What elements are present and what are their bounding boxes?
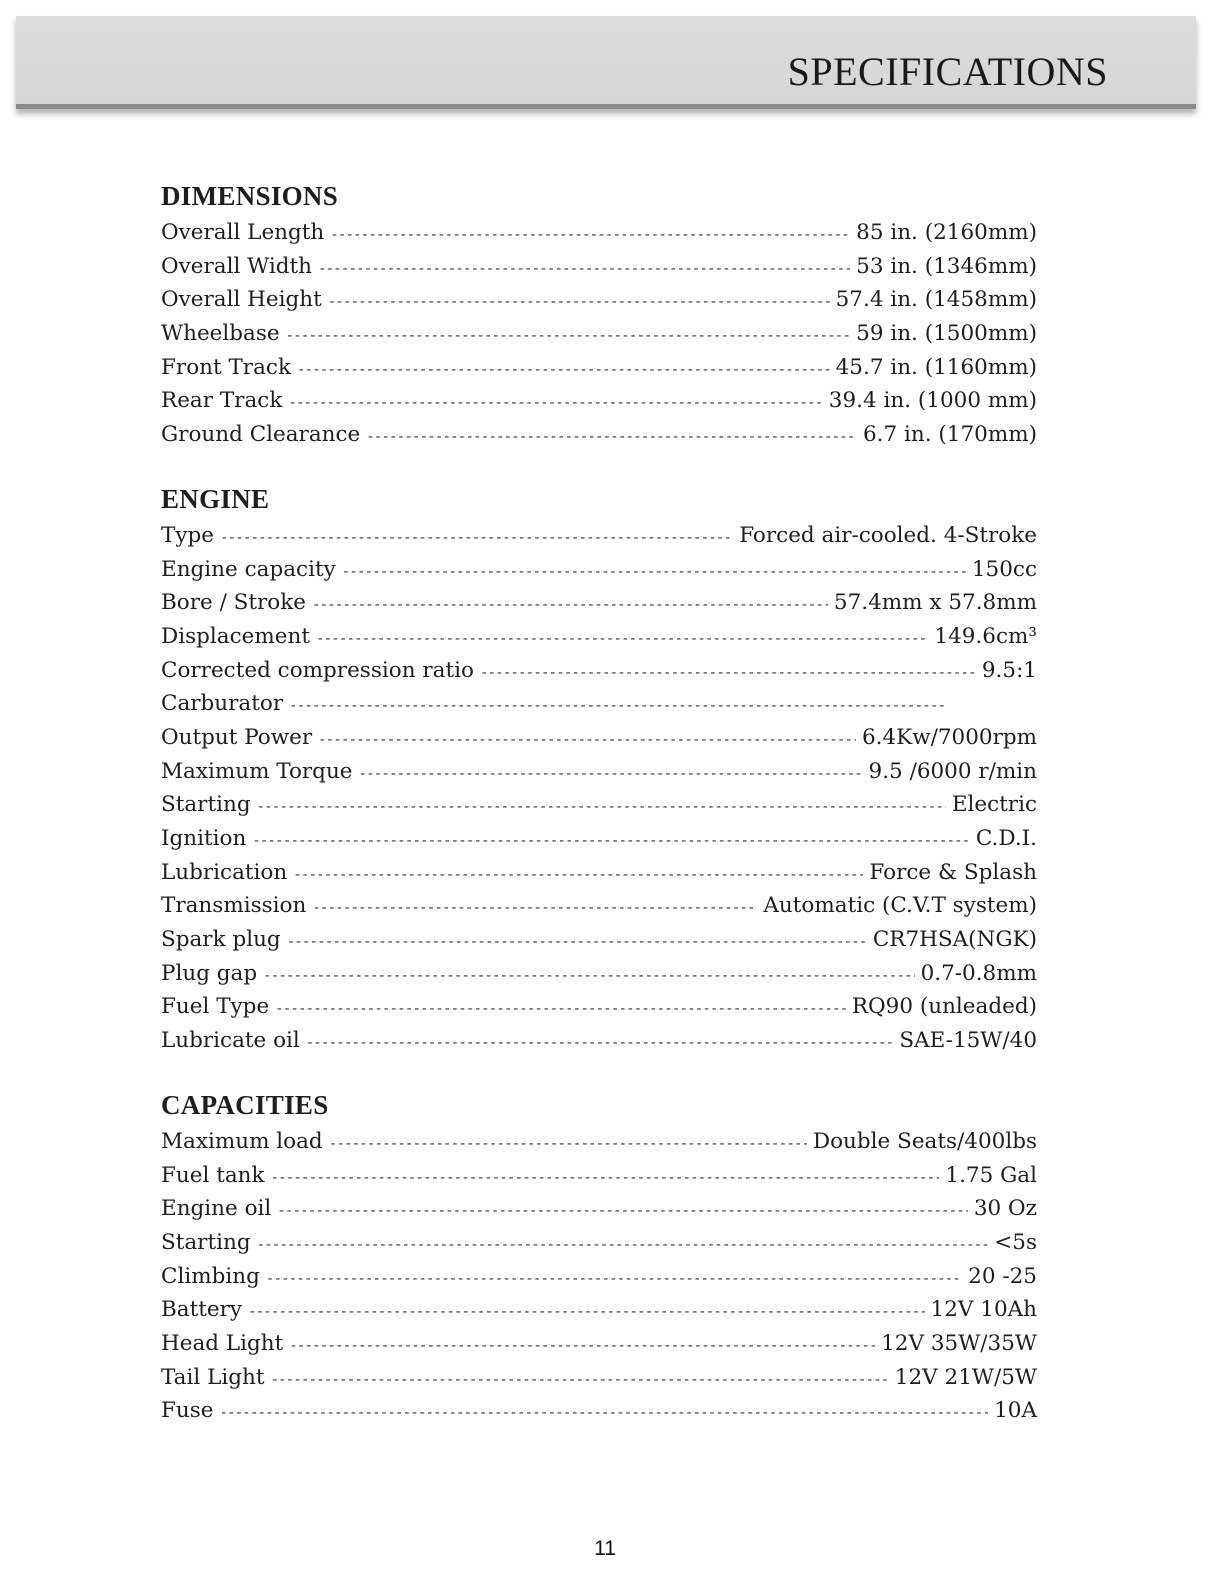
page-title: SPECIFICATIONS: [787, 49, 1108, 94]
spec-row: [161, 856, 1037, 890]
dotted-leader: [312, 892, 757, 926]
spec-row: [161, 553, 1037, 587]
spec-row: [161, 1293, 1037, 1327]
dotted-leader: [275, 993, 846, 1027]
dotted-leader: [318, 724, 856, 758]
dotted-leader: [220, 1397, 989, 1431]
spec-row: [161, 317, 1037, 351]
spec-label: Front Track: [161, 354, 291, 380]
dotted-leader: [328, 286, 830, 320]
spec-row: [161, 418, 1037, 452]
spec-label: Starting: [161, 1229, 251, 1255]
spec-value: 150cc: [971, 556, 1037, 582]
spec-row: [161, 250, 1037, 284]
spec-label: Fuel tank: [161, 1162, 265, 1188]
dotted-leader: [480, 657, 976, 691]
dotted-leader: [297, 354, 830, 388]
spec-row: [161, 586, 1037, 620]
dotted-leader: [366, 421, 857, 455]
dotted-leader: [288, 387, 822, 421]
spec-value: CR7HSA(NGK): [872, 927, 1037, 953]
section-dimensions: [161, 176, 1037, 452]
spec-row: [161, 1024, 1037, 1058]
spec-row: [161, 384, 1037, 418]
dotted-leader: [289, 1330, 875, 1364]
spec-row: [161, 721, 1037, 755]
spec-value: 9.5 /6000 r/min: [868, 758, 1037, 784]
spec-row: [161, 620, 1037, 654]
spec-value: 12V 10Ah: [930, 1297, 1037, 1323]
spec-row: [161, 755, 1037, 789]
dotted-leader: [252, 825, 970, 859]
spec-label: Overall Height: [161, 287, 322, 313]
spec-row: [161, 957, 1037, 991]
spec-label: Wheelbase: [161, 321, 280, 347]
spec-row: [161, 216, 1037, 250]
spec-value: RQ90 (unleaded): [851, 994, 1037, 1020]
spec-value: 53 in. (1346mm): [856, 253, 1037, 279]
dotted-leader: [220, 522, 733, 556]
spec-value: 10A: [994, 1398, 1037, 1424]
spec-row: [161, 788, 1037, 822]
spec-value: 45.7 in. (1160mm): [835, 354, 1037, 380]
spec-value: Force & Splash: [869, 859, 1037, 885]
section-title: ENGINE: [161, 483, 270, 514]
section-engine: [161, 479, 1037, 1058]
spec-value: 39.4 in. (1000 mm): [828, 388, 1037, 414]
spec-value: 59 in. (1500mm): [856, 321, 1037, 347]
dotted-leader: [329, 1128, 807, 1162]
spec-label: Bore / Stroke: [161, 590, 306, 616]
spec-value: 20 -25: [968, 1263, 1037, 1289]
spec-label: Fuel Type: [161, 994, 270, 1020]
spec-content: [161, 176, 1037, 1455]
dotted-leader: [271, 1162, 940, 1196]
dotted-leader: [293, 859, 863, 893]
spec-value: 12V 21W/5W: [894, 1364, 1037, 1390]
dotted-leader: [257, 1229, 989, 1263]
dotted-leader: [248, 1296, 925, 1330]
spec-row: [161, 1226, 1037, 1260]
spec-row: [161, 1125, 1037, 1159]
dotted-leader: [312, 589, 828, 623]
spec-label: Maximum Torque: [161, 758, 353, 784]
spec-label: Displacement: [161, 623, 310, 649]
spec-value: SAE-15W/40: [899, 1028, 1037, 1054]
spec-value: 0.7-0.8mm: [920, 960, 1037, 986]
spec-value: Automatic (C.V.T system): [763, 893, 1037, 919]
dotted-leader: [289, 690, 947, 724]
spec-value: 1.75 Gal: [945, 1162, 1037, 1188]
spec-label: Engine oil: [161, 1196, 272, 1222]
spec-row: [161, 1159, 1037, 1193]
dotted-leader: [316, 623, 928, 657]
spec-value: 85 in. (2160mm): [856, 220, 1037, 245]
dotted-leader: [270, 1364, 888, 1398]
spec-value: 57.4 in. (1458mm): [835, 287, 1037, 313]
spec-label: Overall Length: [161, 220, 325, 245]
dotted-leader: [342, 556, 966, 590]
spec-value: 12V 35W/35W: [881, 1330, 1037, 1356]
spec-row: [161, 283, 1037, 317]
spec-row: [161, 519, 1037, 553]
spec-value: 30 Oz: [973, 1196, 1037, 1222]
dotted-leader: [263, 960, 914, 994]
spec-label: Ground Clearance: [161, 422, 361, 448]
dotted-leader: [286, 320, 851, 354]
spec-label: Climbing: [161, 1263, 260, 1289]
spec-value: C.D.I.: [975, 826, 1037, 851]
spec-value: Forced air-cooled. 4-Stroke: [739, 522, 1037, 548]
spec-value: Double Seats/400lbs: [812, 1128, 1037, 1154]
spec-label: Fuse: [161, 1398, 214, 1424]
spec-row: [161, 1327, 1037, 1361]
spec-value: <5s: [994, 1229, 1037, 1255]
spec-label: Battery: [161, 1297, 243, 1323]
spec-label: Engine capacity: [161, 556, 336, 582]
spec-label: Maximum load: [161, 1128, 323, 1154]
spec-value: Electric: [951, 792, 1037, 818]
spec-value: 9.5:1: [981, 657, 1037, 683]
section-title: DIMENSIONS: [161, 181, 339, 211]
dotted-leader: [318, 253, 850, 287]
section-capacities: [161, 1085, 1037, 1428]
dotted-leader: [306, 1027, 894, 1061]
spec-row: [161, 1192, 1037, 1226]
spec-label: Lubricate oil: [161, 1028, 300, 1054]
spec-label: Overall Width: [161, 253, 313, 279]
spec-label: Spark plug: [161, 927, 281, 953]
spec-label: Plug gap: [161, 960, 258, 986]
spec-row: [161, 889, 1037, 923]
spec-row: [161, 351, 1037, 385]
spec-label: Output Power: [161, 724, 313, 750]
dotted-leader: [257, 791, 946, 825]
spec-row: [161, 990, 1037, 1024]
spec-label: Corrected compression ratio: [161, 657, 474, 683]
spec-row: [161, 687, 1037, 721]
dotted-leader: [359, 758, 863, 792]
header-band: [16, 16, 1196, 109]
spec-row: [161, 1361, 1037, 1395]
spec-row: [161, 1394, 1037, 1428]
spec-label: Starting: [161, 792, 251, 818]
spec-row: [161, 923, 1037, 957]
section-title: CAPACITIES: [161, 1089, 329, 1120]
dotted-leader: [330, 219, 850, 253]
spec-label: Rear Track: [161, 388, 283, 414]
spec-value: 57.4mm x 57.8mm: [833, 590, 1037, 616]
spec-label: Ignition: [161, 826, 247, 851]
dotted-leader: [287, 926, 867, 960]
spec-label: Lubrication: [161, 859, 288, 885]
spec-value: 6.7 in. (170mm): [862, 422, 1037, 448]
spec-label: Type: [161, 522, 214, 548]
dotted-leader: [266, 1263, 962, 1297]
dotted-leader: [277, 1195, 968, 1229]
spec-value: 149.6cm³: [934, 623, 1037, 649]
spec-row: [161, 654, 1037, 688]
spec-label: Transmission: [161, 893, 307, 919]
spec-row: [161, 1260, 1037, 1294]
spec-label: Carburator: [161, 691, 284, 717]
page-number: 11: [594, 1537, 616, 1560]
spec-row: [161, 822, 1037, 856]
spec-value: 6.4Kw/7000rpm: [861, 724, 1037, 750]
spec-label: Head Light: [161, 1330, 284, 1356]
spec-label: Tail Light: [161, 1364, 265, 1390]
